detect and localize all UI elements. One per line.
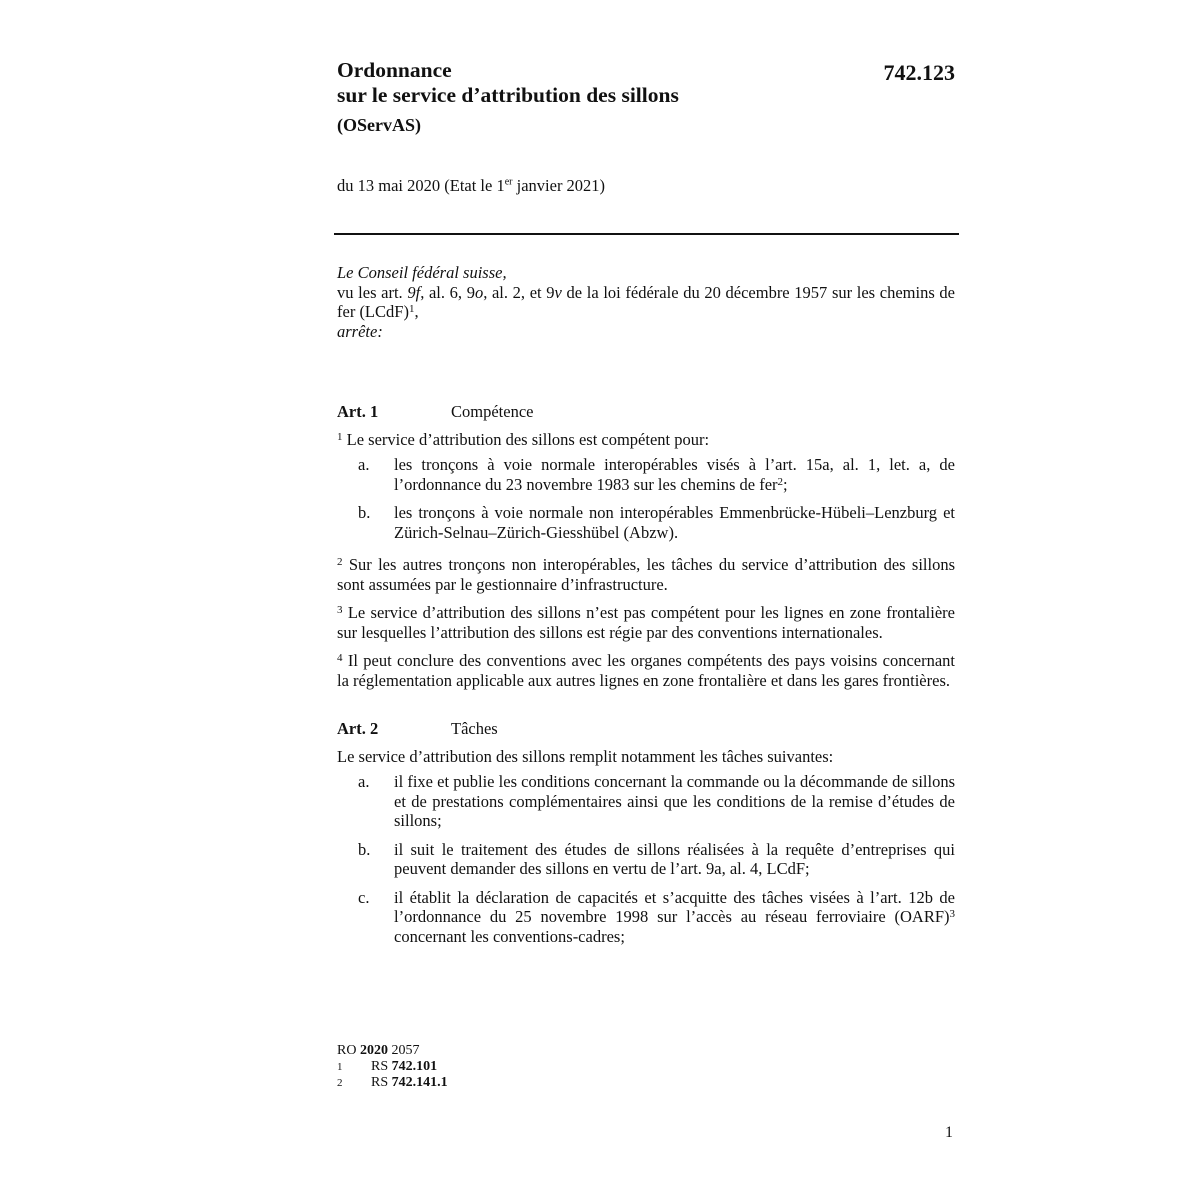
list-item-text: il établit la déclaration de capacités et s’acquitte des tâches visées à l’art. 12b de l’ordonnance du 25 novembre 1998 sur l’accès au réseau ferroviaire (OARF)$^3$ concernant les conventions-cadres; — [394, 887, 955, 946]
legal-basis: vu les art. 9f, al. 6, 9o, al. 2, et 9v de la loi fédérale du 20 décembre 1957 sur les chemins de fer (LCdF)$^1$, — [337, 282, 955, 321]
document-title — [337, 58, 957, 108]
list-item-text: les tronçons à voie normale non interopérables Emmenbrücke-Hübeli–Lenzburg et Zürich-Selnau–Zürich-Giesshübel (Abzw). — [394, 503, 955, 542]
paragraph-1: $^1$ Le service d’attribution des sillons est compétent pour: — [337, 429, 710, 449]
issue-date: du 13 mai 2020 (Etat le 1er janvier 2021) — [337, 176, 606, 195]
footnote-ref[interactable]: 3 — [949, 908, 955, 920]
sr-number: 742.123 — [883, 60, 955, 85]
footnote-text: RS 742.141.1 — [371, 1075, 448, 1090]
list-item-letter: c. — [358, 887, 370, 907]
authority: Le Conseil fédéral suisse, — [337, 263, 507, 282]
list-item — [337, 888, 955, 947]
article-2 — [337, 719, 955, 946]
footnote — [337, 1075, 448, 1091]
paragraph-3: $^3$ Le service d’attribution des sillons n’est pas compétent pour les lignes en zone frontalière sur lesquelles l’attribution des sillons est régie par des conventions internationales. — [337, 603, 955, 642]
article-heading — [337, 719, 955, 739]
list-item-text: il fixe et publie les conditions concernant la commande ou la décommande de sillons et de prestations complémentaires ainsi que les conditions de la remise d’études de sillons; — [394, 772, 955, 830]
title-line-2: sur le service d’attribution des sillons — [337, 83, 679, 107]
article-heading — [337, 402, 955, 422]
article-number: Art. 1 — [337, 402, 379, 421]
article-title: Tâches — [451, 719, 498, 738]
list-item-letter: b. — [358, 839, 371, 859]
document-body — [337, 263, 955, 946]
page-number: 1 — [945, 1124, 953, 1141]
article-title: Compétence — [451, 402, 534, 421]
footnote-ref[interactable]: 1 — [408, 303, 415, 315]
article-1 — [337, 402, 955, 690]
list-item — [337, 455, 955, 494]
document-header — [337, 58, 957, 196]
footnote — [337, 1059, 448, 1075]
list-item-letter: b. — [358, 503, 371, 522]
footer — [337, 1043, 448, 1091]
preamble — [337, 263, 955, 341]
footnote-text: RS 742.101 — [371, 1059, 438, 1074]
footnote-number: 2 — [337, 1077, 343, 1089]
list-item — [337, 503, 955, 542]
decree: arrête: — [337, 321, 383, 341]
footnote-ref[interactable]: 2 — [777, 475, 784, 488]
list — [337, 772, 955, 946]
list-item-letter: a. — [358, 455, 370, 474]
abbreviation: (OServAS) — [337, 115, 421, 135]
footnote-number: 1 — [337, 1061, 343, 1073]
article-number: Art. 2 — [337, 719, 379, 738]
list — [337, 455, 955, 542]
list-item — [337, 772, 955, 831]
list-item — [337, 840, 955, 879]
article-intro: Le service d’attribution des sillons remplit notamment les tâches suivantes: — [337, 746, 834, 766]
list-item-text: il suit le traitement des études de sillons réalisées à la requête d’entreprises qui peuvent demander des sillons en vertu de l’art. 9a, al. 4, LCdF; — [394, 839, 955, 878]
header-divider — [334, 233, 959, 235]
title-line-1: Ordonnance — [337, 58, 452, 82]
list-item-text: les tronçons à voie normale interopérables visés à l’art. 15a, al. 1, let. a, de l’ordonnance du 23 novembre 1983 sur les chemins de fer$^2$; — [394, 455, 955, 494]
paragraph-2: $^2$ Sur les autres tronçons non interopérables, les tâches du service d’attribution des sillons sont assumées par le gestionnaire d’infrastructure. — [337, 555, 955, 594]
footnotes — [337, 1059, 448, 1091]
paragraph-4: $^4$ Il peut conclure des conventions avec les organes compétents des pays voisins concernant la réglementation applicable aux autres lignes en zone frontalière et dans les gares frontières. — [337, 651, 955, 690]
list-item-letter: a. — [358, 772, 370, 791]
ro-reference: RO 2020 2057 — [337, 1043, 420, 1058]
